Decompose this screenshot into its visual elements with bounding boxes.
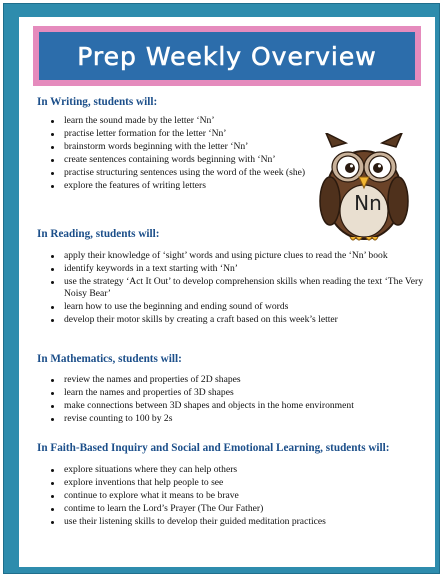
list-item: continue to explore what it means to be brave xyxy=(64,490,425,502)
reading-section xyxy=(37,227,425,327)
writing-heading: In Writing, students will: xyxy=(37,96,158,108)
faith-heading: In Faith-Based Inquiry and Social and Emotional Learning, students will: xyxy=(37,442,390,454)
list-item: practise letter formation for the letter ‘Nn’ xyxy=(64,128,314,140)
list-item: explore inventions that help people to see xyxy=(64,477,425,489)
list-item: make connections between 3D shapes and objects in the home environment xyxy=(64,400,425,412)
writing-list xyxy=(37,115,314,192)
list-item: apply their knowledge of ‘sight’ words and using picture clues to read the ‘Nn’ book xyxy=(64,250,425,262)
list-item: review the names and properties of 2D shapes xyxy=(64,374,425,386)
list-item: brainstorm words beginning with the letter ‘Nn’ xyxy=(64,141,314,153)
list-item: use the strategy ‘Act It Out’ to develop comprehension skills when reading the text ‘The Very Noisy Bear’ xyxy=(64,276,424,300)
page-border xyxy=(3,3,440,574)
owl-letter-label: Nn xyxy=(354,191,382,215)
list-item: create sentences containing words beginning with ‘Nn’ xyxy=(64,154,314,166)
maths-heading: In Mathematics, students will: xyxy=(37,353,182,365)
list-item: explore the features of writing letters xyxy=(64,180,314,192)
faith-section xyxy=(37,441,425,529)
title-banner xyxy=(33,26,421,86)
title-banner-inner xyxy=(39,32,415,80)
list-item: develop their motor skills by creating a craft based on this week’s letter xyxy=(64,314,425,326)
list-item: practise structuring sentences using the word of the week (she) xyxy=(64,167,314,179)
writing-section xyxy=(37,95,425,193)
maths-list xyxy=(37,374,425,425)
list-item: explore situations where they can help others xyxy=(64,464,425,476)
list-item: learn the names and properties of 3D shapes xyxy=(64,387,425,399)
page-title: Prep Weekly Overview xyxy=(77,41,377,71)
list-item: learn how to use the beginning and ending sound of words xyxy=(64,301,425,313)
list-item: identify keywords in a text starting with ‘Nn’ xyxy=(64,263,425,275)
faith-list xyxy=(37,464,425,528)
list-item: revise counting to 100 by 2s xyxy=(64,413,425,425)
maths-section xyxy=(37,352,425,426)
list-item: contime to learn the Lord’s Prayer (The Our Father) xyxy=(64,503,425,515)
reading-heading: In Reading, students will: xyxy=(37,228,160,240)
list-item: use their listening skills to develop their guided meditation practices xyxy=(64,516,425,528)
list-item: learn the sound made by the letter ‘Nn’ xyxy=(64,115,314,127)
reading-list xyxy=(37,250,425,327)
document-page xyxy=(19,17,435,567)
